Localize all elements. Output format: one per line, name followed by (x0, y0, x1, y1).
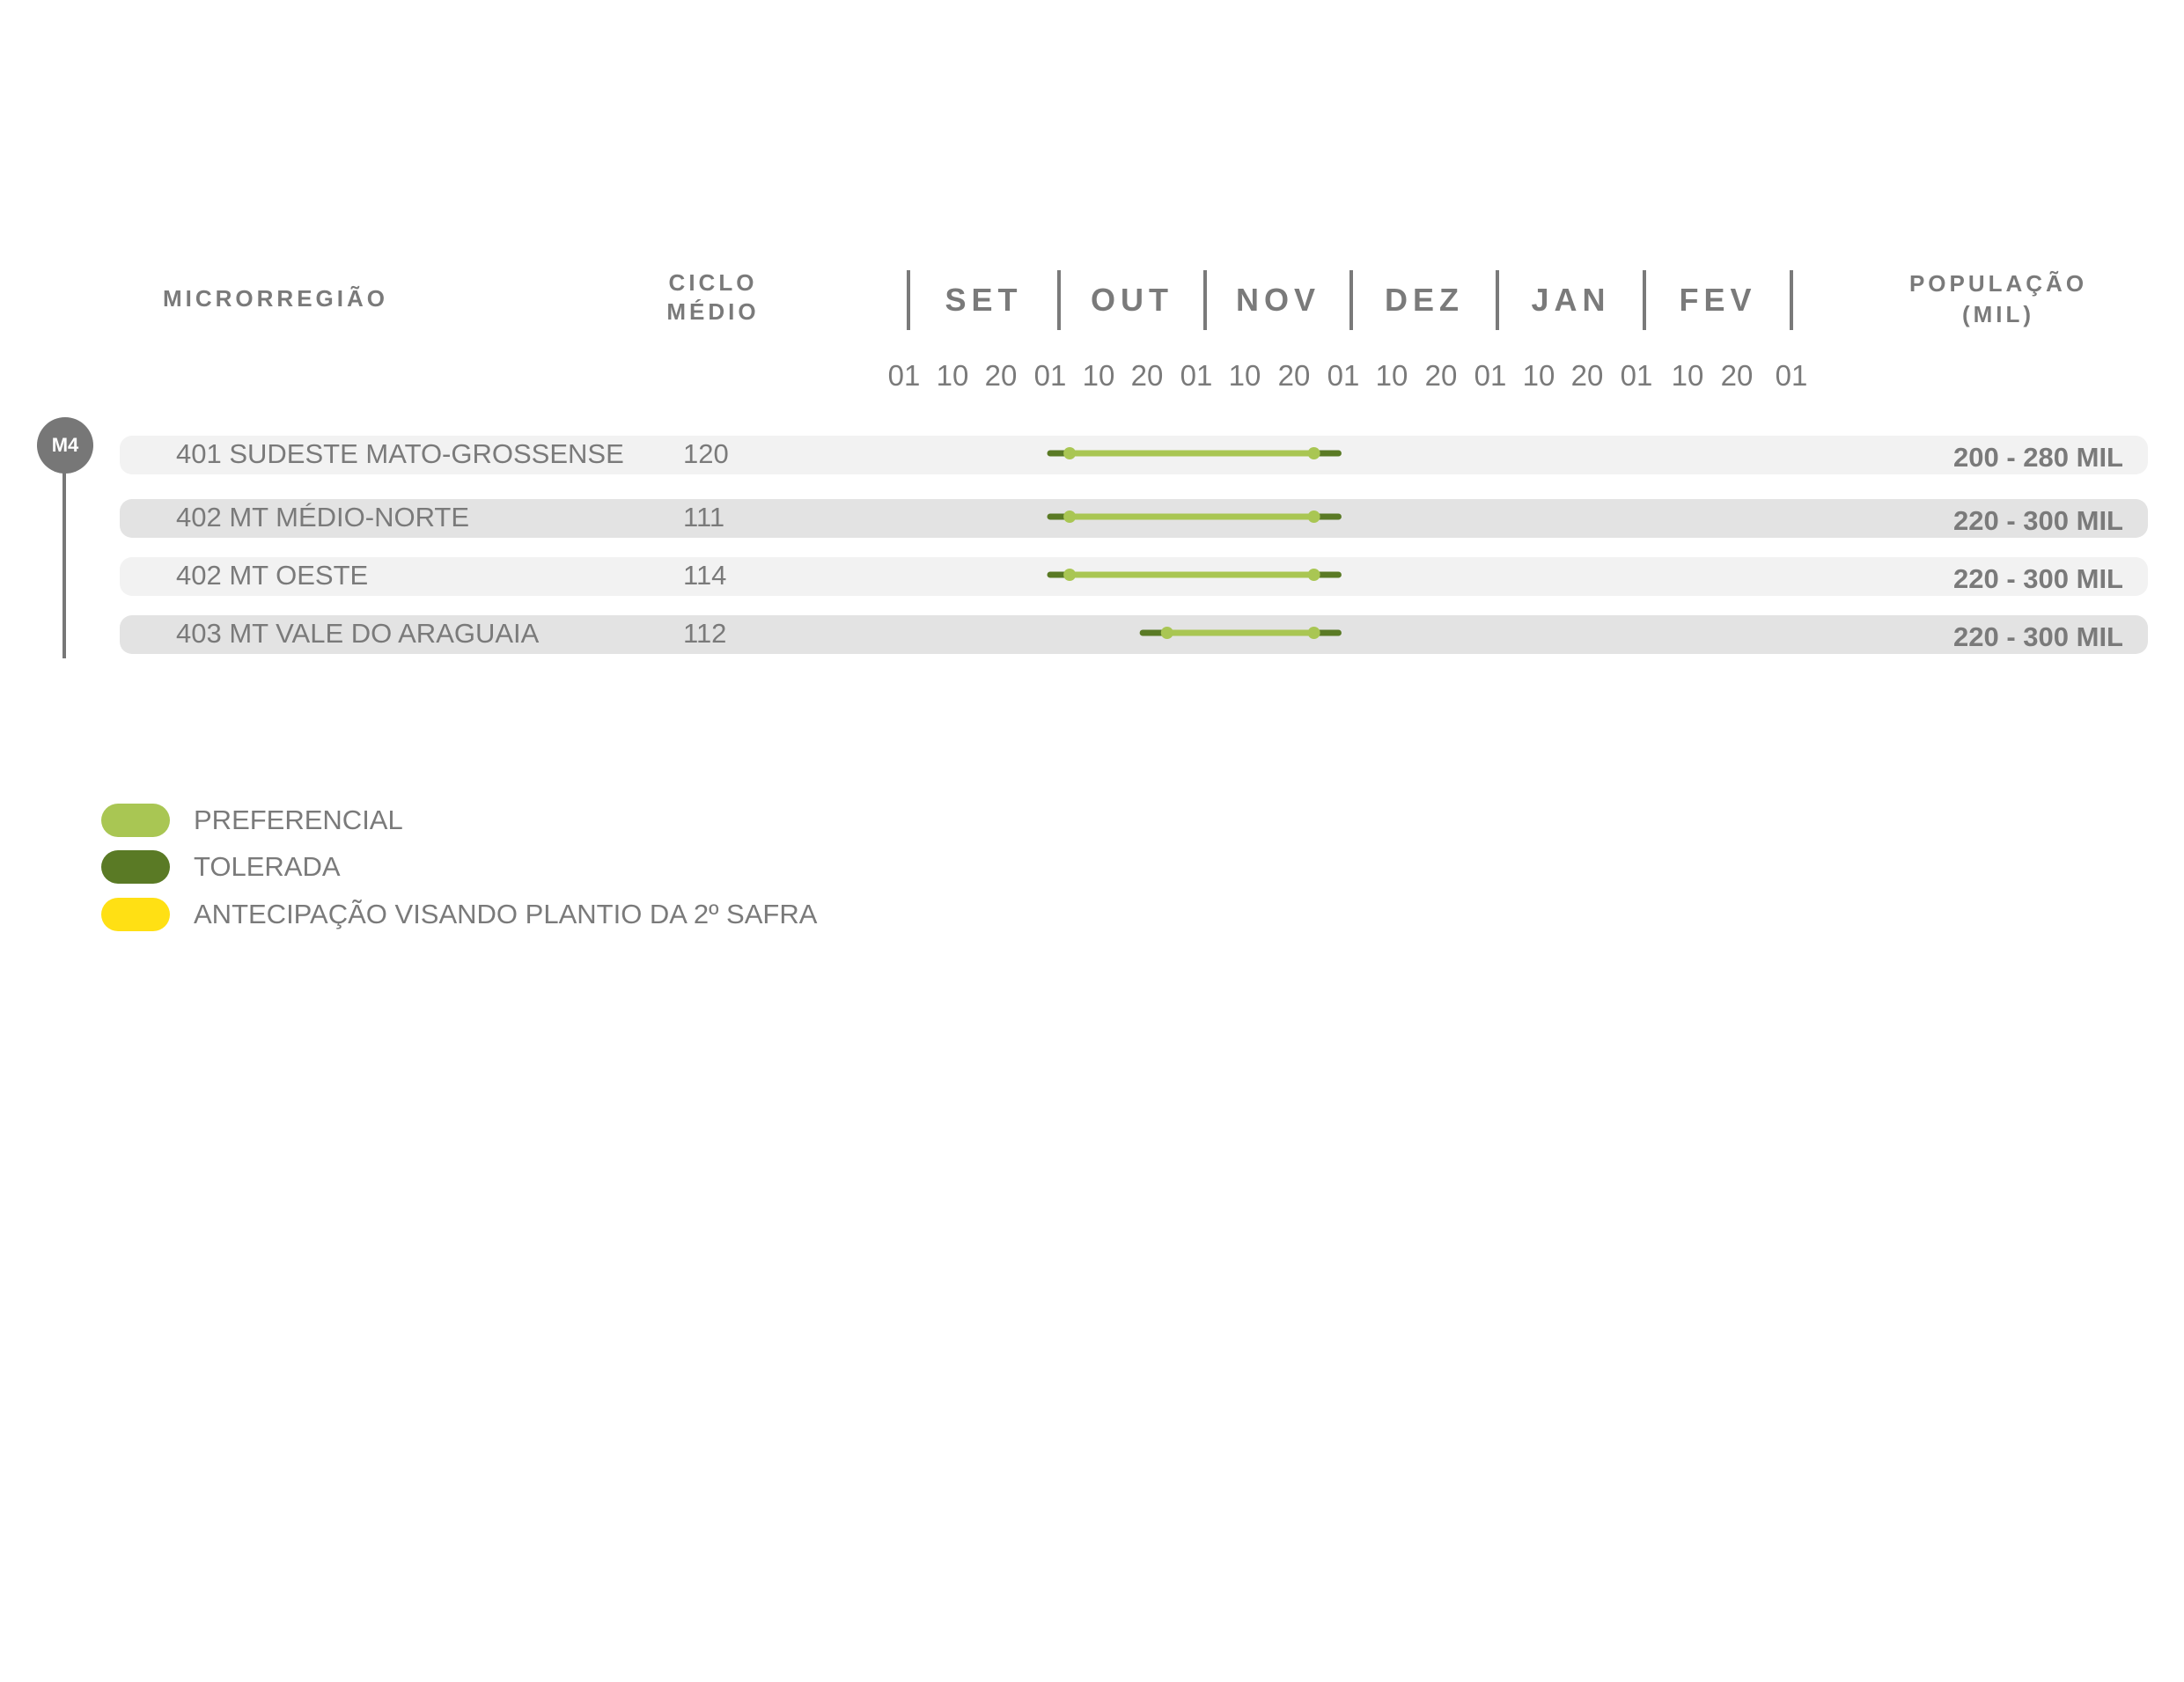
day-tick-label: 01 (1180, 359, 1213, 392)
day-tick-label: 20 (1277, 359, 1311, 392)
column-header-cycle-line2: MÉDIO (666, 298, 760, 325)
month-label-dez: DEZ (1385, 282, 1464, 318)
day-tick-label: 01 (1033, 359, 1067, 392)
month-divider (1496, 270, 1499, 330)
row-cycle-value: 112 (683, 618, 727, 649)
month-label-fev: FEV (1679, 282, 1757, 318)
group-badge-line (63, 466, 66, 658)
day-tick-label: 01 (1775, 359, 1808, 392)
month-divider (1790, 270, 1793, 330)
row-cycle-value: 120 (683, 438, 729, 469)
column-header-region: MICRORREGIÃO (163, 285, 388, 312)
day-tick-label: 10 (1522, 359, 1555, 392)
row-region-name: 403 MT VALE DO ARAGUAIA (176, 618, 540, 649)
month-divider (907, 270, 910, 330)
row-cycle-value: 114 (683, 560, 727, 591)
day-tick-label: 01 (887, 359, 921, 392)
column-header-population (1884, 268, 2113, 330)
column-header-cycle-line1: CICLO (668, 269, 758, 296)
legend-swatch (101, 898, 170, 931)
legend-label: PREFERENCIAL (194, 804, 403, 835)
row-population-value: 220 - 300 MIL (1953, 563, 2123, 594)
month-divider (1203, 270, 1207, 330)
row-population-value: 200 - 280 MIL (1953, 442, 2123, 473)
row-region-name: 402 MT MÉDIO-NORTE (176, 502, 470, 533)
month-divider (1057, 270, 1061, 330)
day-tick-label: 01 (1474, 359, 1507, 392)
month-divider (1349, 270, 1353, 330)
month-label-jan: JAN (1531, 282, 1611, 318)
day-tick-label: 20 (1570, 359, 1604, 392)
day-tick-label: 10 (1375, 359, 1408, 392)
column-header-cycle (647, 268, 779, 327)
legend-swatch (101, 850, 170, 884)
legend-label: TOLERADA (194, 851, 341, 882)
day-tick-label: 20 (1130, 359, 1164, 392)
row-population-value: 220 - 300 MIL (1953, 621, 2123, 652)
day-tick-label: 10 (1228, 359, 1261, 392)
month-label-out: OUT (1091, 282, 1173, 318)
row-cycle-value: 111 (683, 502, 725, 533)
column-header-population-line1: POPULAÇÃO (1908, 270, 2088, 297)
day-tick-label: 10 (936, 359, 969, 392)
day-tick-label: 01 (1327, 359, 1360, 392)
legend-swatch (101, 804, 170, 837)
row-population-value: 220 - 300 MIL (1953, 505, 2123, 536)
day-tick-label: 20 (984, 359, 1018, 392)
legend-label: ANTECIPAÇÃO VISANDO PLANTIO DA 2º SAFRA (194, 899, 818, 929)
row-region-name: 402 MT OESTE (176, 560, 369, 591)
day-tick-label: 20 (1424, 359, 1458, 392)
day-tick-label: 01 (1620, 359, 1653, 392)
month-label-nov: NOV (1235, 282, 1320, 318)
column-header-population-line2: (MIL) (1961, 301, 2035, 327)
row-region-name: 401 SUDESTE MATO-GROSSENSE (176, 438, 624, 469)
day-tick-label: 10 (1671, 359, 1704, 392)
month-divider (1643, 270, 1646, 330)
group-badge: M4 (37, 417, 93, 474)
month-label-set: SET (945, 282, 1023, 318)
day-tick-label: 10 (1082, 359, 1115, 392)
day-tick-label: 20 (1720, 359, 1754, 392)
